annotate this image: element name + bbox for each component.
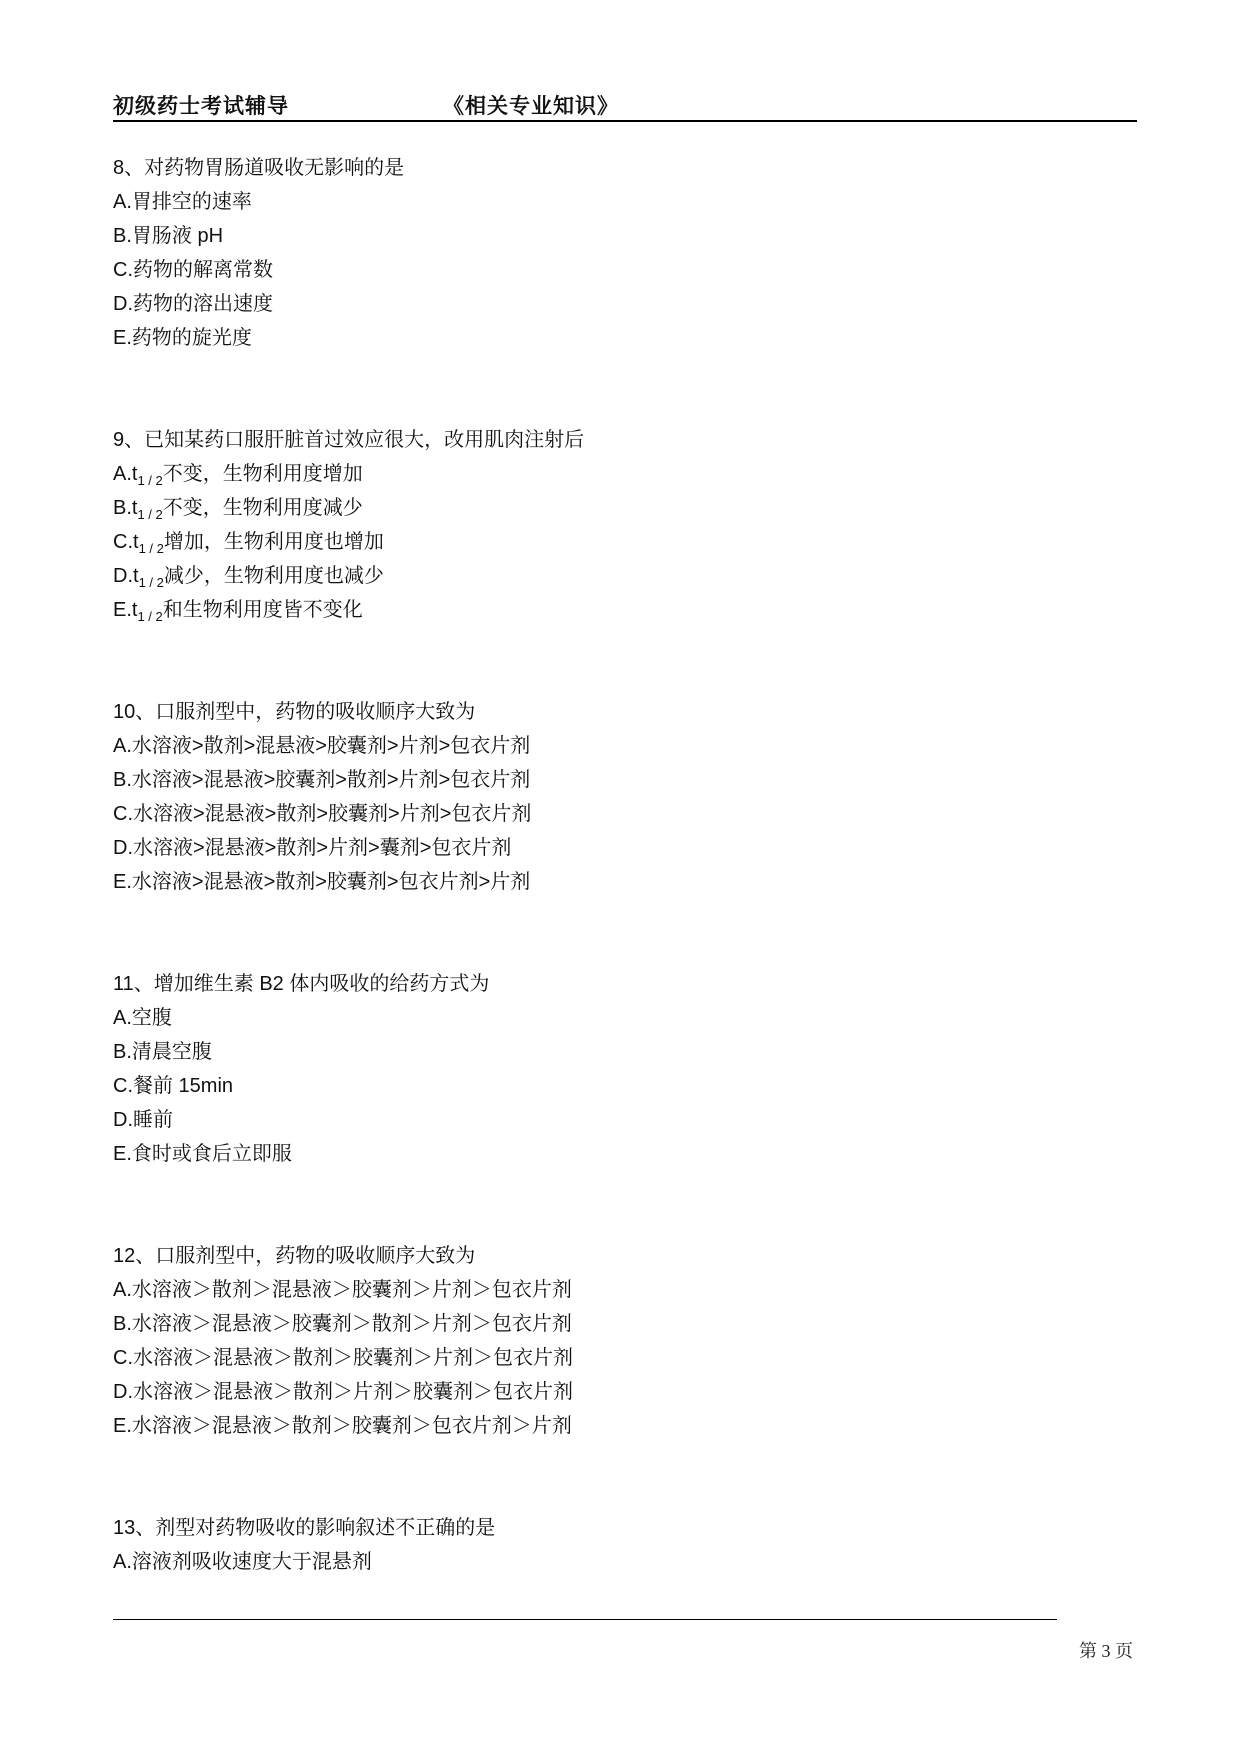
question-10: [113, 695, 1113, 899]
option-c: C.药物的解离常数: [113, 259, 273, 281]
option-prefix: A.t: [113, 463, 138, 485]
subscript: 1 / 2: [137, 507, 163, 522]
option-e: E.水溶液>混悬液>散剂>胶囊剂>包衣片剂>片剂: [113, 871, 531, 893]
question-9: [113, 423, 1113, 627]
option-a: A.空腹: [113, 1007, 172, 1029]
option-a: [113, 457, 1113, 491]
question-8: [113, 151, 1113, 355]
option-c: C.水溶液＞混悬液＞散剂＞胶囊剂＞片剂＞包衣片剂: [113, 1347, 573, 1369]
page-header: [113, 90, 1137, 122]
question-stem: 12、口服剂型中，药物的吸收顺序大致为: [113, 1245, 476, 1267]
question-13: [113, 1511, 1113, 1579]
option-e: [113, 593, 1113, 627]
option-prefix: B.t: [113, 497, 138, 519]
page-number: 第 3 页: [1079, 1641, 1133, 1661]
question-11: [113, 967, 1113, 1171]
question-stem: 9、已知某药口服肝脏首过效应很大，改用肌肉注射后: [113, 429, 585, 451]
option-text: 和生物利用度皆不变化: [162, 599, 363, 621]
option-a: A.水溶液>散剂>混悬液>胶囊剂>片剂>包衣片剂: [113, 735, 531, 757]
subscript: 1 / 2: [138, 575, 164, 590]
option-a: A.溶液剂吸收速度大于混悬剂: [113, 1551, 372, 1573]
option-b: B.水溶液＞混悬液＞胶囊剂＞散剂＞片剂＞包衣片剂: [113, 1313, 572, 1335]
option-d: D.睡前: [113, 1109, 173, 1131]
option-e: E.药物的旋光度: [113, 327, 252, 349]
header-course-title: 初级药士考试辅导: [113, 95, 289, 118]
option-d: D.水溶液＞混悬液＞散剂＞片剂＞胶囊剂＞包衣片剂: [113, 1381, 573, 1403]
header-subject-title: 《相关专业知识》: [443, 95, 619, 118]
question-stem: 13、剂型对药物吸收的影响叙述不正确的是: [113, 1517, 496, 1539]
option-d: D.药物的溶出速度: [113, 293, 273, 315]
footer-divider: [113, 1619, 1057, 1620]
option-c: [113, 525, 1113, 559]
option-c: C.餐前 15min: [113, 1075, 234, 1097]
option-b: [113, 491, 1113, 525]
option-a: A.胃排空的速率: [113, 191, 252, 213]
question-stem: 10、口服剂型中，药物的吸收顺序大致为: [113, 701, 476, 723]
option-b: B.水溶液>混悬液>胶囊剂>散剂>片剂>包衣片剂: [113, 769, 531, 791]
subscript: 1 / 2: [137, 473, 163, 488]
option-e: E.水溶液＞混悬液＞散剂＞胶囊剂＞包衣片剂＞片剂: [113, 1415, 572, 1437]
subscript: 1 / 2: [137, 609, 163, 624]
option-e: E.食时或食后立即服: [113, 1143, 292, 1165]
option-a: A.水溶液＞散剂＞混悬液＞胶囊剂＞片剂＞包衣片剂: [113, 1279, 572, 1301]
option-d: [113, 559, 1113, 593]
option-text: 增加，生物利用度也增加: [163, 531, 384, 553]
option-c: C.水溶液>混悬液>散剂>胶囊剂>片剂>包衣片剂: [113, 803, 532, 825]
question-stem: 8、对药物胃肠道吸收无影响的是: [113, 157, 405, 179]
option-text: 不变，生物利用度增加: [162, 463, 363, 485]
option-d: D.水溶液>混悬液>散剂>片剂>囊剂>包衣片剂: [113, 837, 512, 859]
question-stem: 11、增加维生素 B2 体内吸收的给药方式为: [113, 973, 490, 995]
option-text: 减少，生物利用度也减少: [163, 565, 384, 587]
question-list: [113, 151, 1113, 1647]
option-prefix: D.t: [113, 565, 139, 587]
question-12: [113, 1239, 1113, 1443]
option-prefix: C.t: [113, 531, 139, 553]
option-b: B.胃肠液 pH: [113, 225, 224, 247]
option-prefix: E.t: [113, 599, 138, 621]
subscript: 1 / 2: [138, 541, 164, 556]
option-b: B.清晨空腹: [113, 1041, 212, 1063]
option-text: 不变，生物利用度减少: [162, 497, 363, 519]
